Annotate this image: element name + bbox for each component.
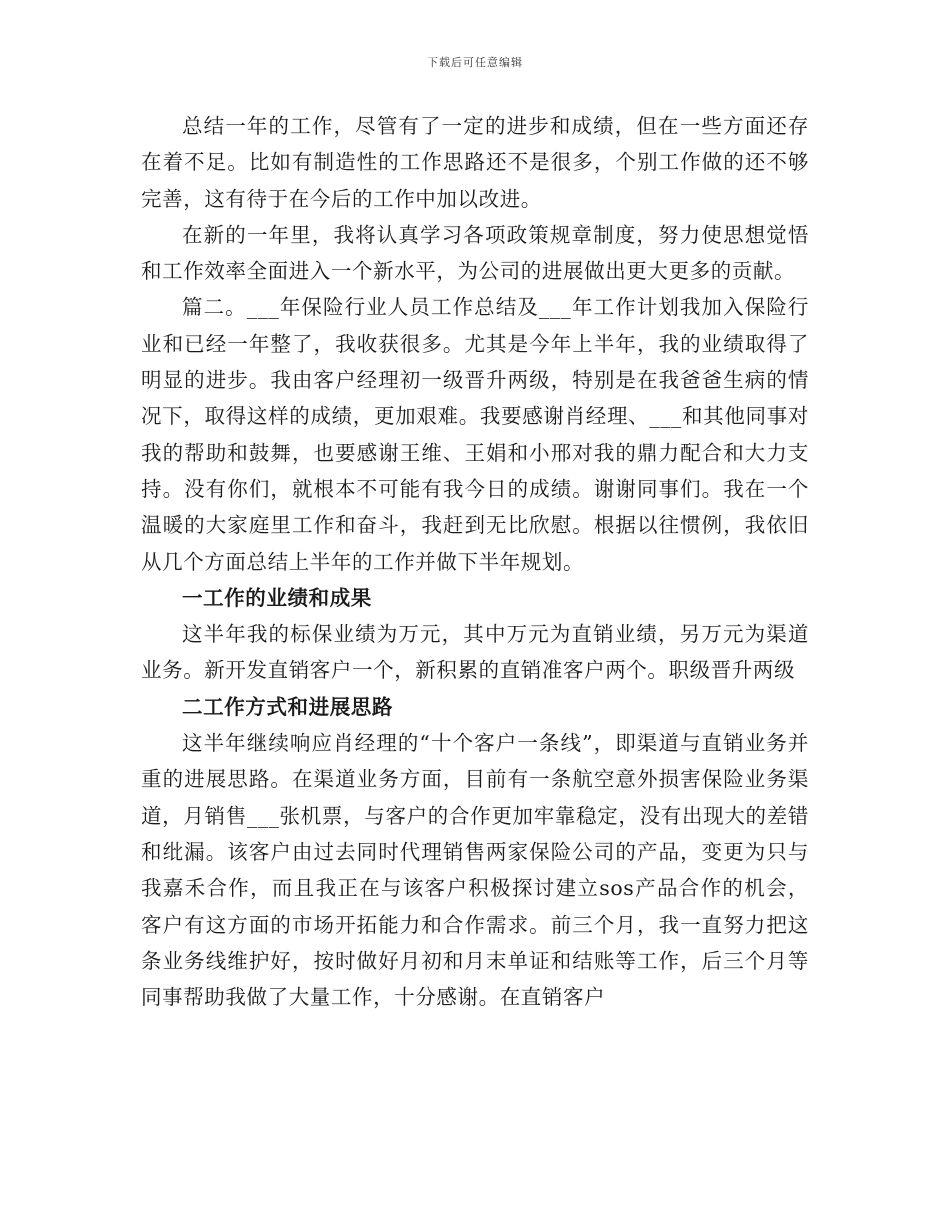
document-body xyxy=(141,108,809,1015)
section-heading-methods: 二工作方式和进展思路 xyxy=(182,694,393,719)
paragraph-part-two: 篇二。___年保险行业人员工作总结及___年工作计划我加入保险行业和已经一年整了，我收获很多。尤其是今年上半年，我的业绩取得了明显的进步。我由客户经理初一级晋升两级，特别是在我爸爸生病的情况下，取得这样的成绩，更加艰难。我要感谢肖经理、___和其他同事对我的帮助和鼓舞，也要感谢王维、王娟和小邢对我的鼎力配合和大力支持。没有你们，就根本不可能有我今日的成绩。谢谢同事们。我在一个温暖的大家庭里工作和奋斗，我赶到无比欣慰。根据以往惯例，我依旧从几个方面总结上半年的工作并做下半年规划。 xyxy=(141,295,809,574)
paragraph-new-year: 在新的一年里，我将认真学习各项政策规章制度，努力使思想觉悟和工作效率全面进入一个新水平，为公司的进展做出更大更多的贡献。 xyxy=(141,222,809,284)
section-heading-results: 一工作的业绩和成果 xyxy=(182,585,372,610)
paragraph-methods: 这半年继续响应肖经理的“十个客户一条线”，即渠道与直销业务并重的进展思路。在渠道业务方面，目前有一条航空意外损害保险业务渠道，月销售___张机票，与客户的合作更加牢靠稳定，没有出现大的差错和纰漏。该客户由过去同时代理销售两家保险公司的产品，变更为只与我嘉禾合作，而且我正在与该客户积极探讨建立sos产品合作的机会，客户有这方面的市场开拓能力和合作需求。前三个月，我一直努力把这条业务线维护好，按时做好月初和月末单证和结账等工作，后三个月等同事帮助我做了大量工作，十分感谢。在直销客户 xyxy=(141,731,809,1010)
header-note: 下载后可任意编辑 xyxy=(427,56,523,69)
paragraph-summary: 总结一年的工作，尽管有了一定的进步和成绩，但在一些方面还存在着不足。比如有制造性的工作思路还不是很多，个别工作做的还不够完善，这有待于在今后的工作中加以改进。 xyxy=(141,114,809,211)
paragraph-results: 这半年我的标保业绩为万元，其中万元为直销业绩，另万元为渠道业务。新开发直销客户一个，新积累的直销准客户两个。职级晋升两级 xyxy=(141,622,809,683)
